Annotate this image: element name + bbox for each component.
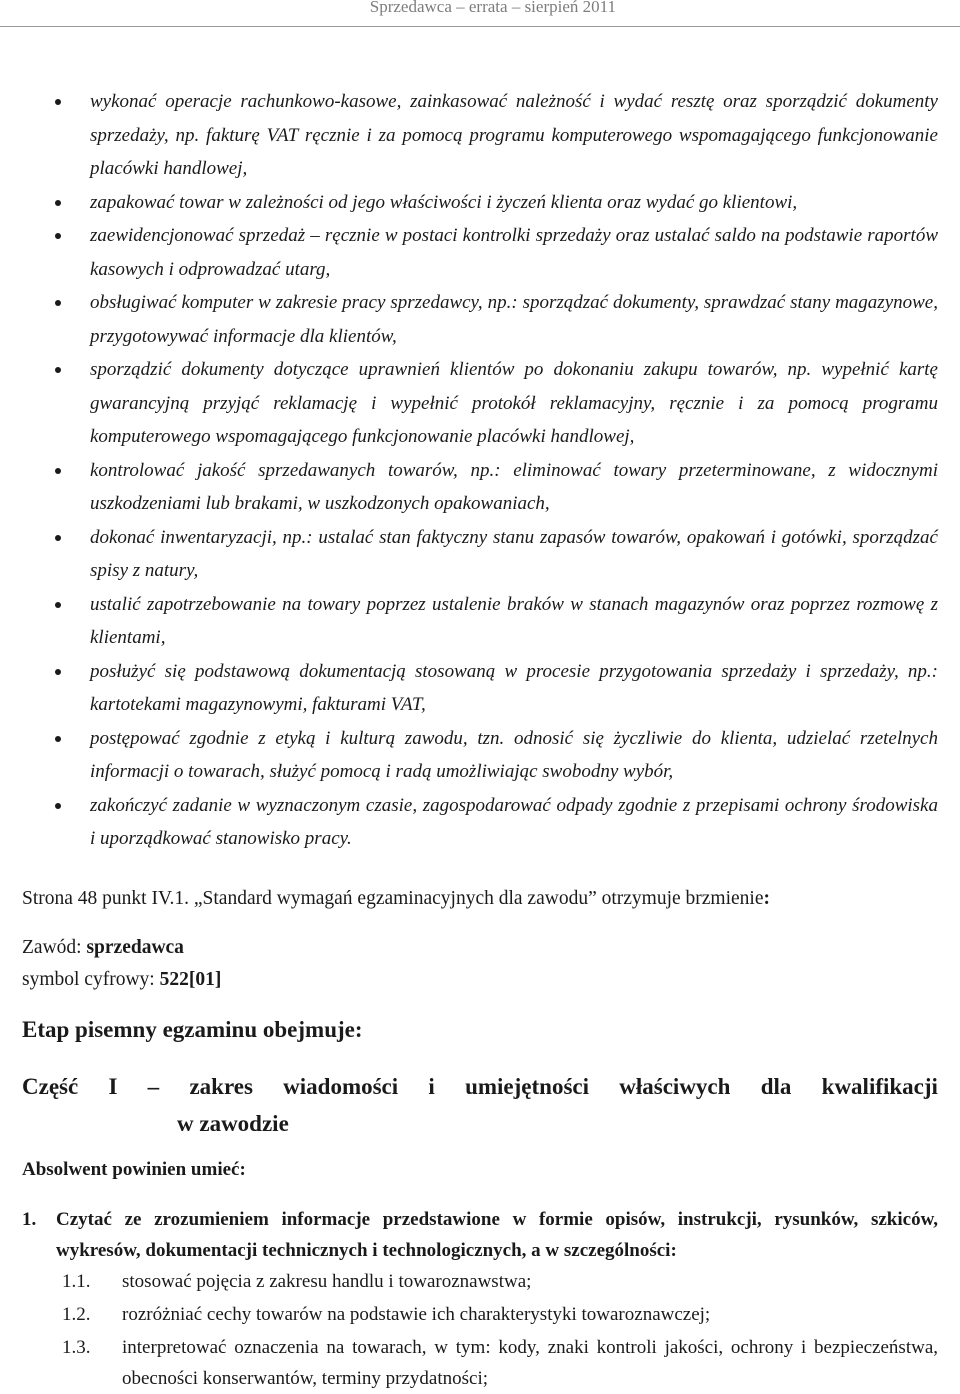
bullet-icon xyxy=(55,233,61,239)
bullet-icon xyxy=(55,803,61,809)
bullet-icon xyxy=(55,468,61,474)
profession-line: Zawód: sprzedawca xyxy=(22,937,184,958)
sub-item xyxy=(62,1332,938,1394)
bullet-item: dokonać inwentaryzacji, np.: ustalać stan faktyczny stanu zapasów towarów, opakowań i gotówki, sporządzać spisy z natury, xyxy=(0,521,960,588)
section-heading: Etap pisemny egzaminu obejmuje: xyxy=(22,1017,363,1042)
bullet-icon xyxy=(55,535,61,541)
sub-item-number: 1.2. xyxy=(62,1304,91,1325)
part-heading xyxy=(22,1068,938,1142)
bullet-item: postępować zgodnie z etyką i kulturą zawodu, tzn. odnosić się życzliwie do klienta, udzielać rzetelnych informacji o towarach, służyć pomocą i radą umożliwiając swobodny wybór, xyxy=(0,722,960,789)
sub-item-text: stosować pojęcia z zakresu handlu i towaroznawstwa; xyxy=(122,1271,532,1292)
sub-item xyxy=(62,1266,938,1297)
bullet-item: sporządzić dokumenty dotyczące uprawnień klientów po dokonaniu zakupu towarów, np. wypełnić kartę gwarancyjną przyjąć reklamację i wypełnić protokół reklamacyjny, ręcznie i za pomocą programu komputerowego wspomagającego funkcjonowanie placówki handlowej, xyxy=(0,353,960,454)
subsection-heading: Absolwent powinien umieć: xyxy=(22,1159,246,1180)
bullet-icon xyxy=(55,99,61,105)
bullet-item: zakończyć zadanie w wyznaczonym czasie, zagospodarować odpady zgodnie z przepisami ochrony środowiska i uporządkować stanowisko pracy. xyxy=(0,789,960,856)
bullet-item: ustalić zapotrzebowanie na towary poprzez ustalenie braków w stanach magazynów oraz poprzez rozmowę z klientami, xyxy=(0,588,960,655)
bullet-item: kontrolować jakość sprzedawanych towarów, np.: eliminować towary przeterminowane, z widocznymi uszkodzeniami lub brakami, w uszkodzonych opakowaniach, xyxy=(0,454,960,521)
bullet-icon xyxy=(55,200,61,206)
sub-item-number: 1.3. xyxy=(62,1337,91,1358)
header-title: Sprzedawca – errata – sierpień 2011 xyxy=(369,0,616,16)
bullet-item: zaewidencjonować sprzedaż – ręcznie w postaci kontrolki sprzedaży oraz ustalać saldo na podstawie raportów kasowych i odprowadzać utarg, xyxy=(0,219,960,286)
skills-bullet-list xyxy=(0,85,960,856)
page-header xyxy=(0,0,960,27)
symbol-value: 522[01] xyxy=(159,969,222,990)
bullet-icon xyxy=(55,367,61,373)
sub-item-text: interpretować oznaczenia na towarach, w tym: kody, znaki kontroli jakości, ochrony i bezpieczeństwa, obecności konserwantów, terminy przydatności; xyxy=(122,1337,938,1389)
part-heading-line: Część I – zakres wiadomości i umiejętności właściwych dla kwalifikacji xyxy=(22,1074,938,1099)
bullet-icon xyxy=(55,602,61,608)
item-text: Czytać ze zrozumieniem informacje przedstawione w formie opisów, instrukcji, rysunków, szkiców, wykresów, dokumentacji technicznych i technologicznych, a w szczególności: xyxy=(56,1209,938,1261)
numbered-item xyxy=(22,1204,938,1266)
bullet-item: posłużyć się podstawową dokumentacją stosowaną w procesie przygotowania sprzedaży i sprzedaży, np.: kartotekami magazynowymi, fakturami VAT, xyxy=(0,655,960,722)
bullet-item: zapakować towar w zależności od jego właściwości i życzeń klienta oraz wydać go klientowi, xyxy=(0,186,960,220)
bullet-icon xyxy=(55,300,61,306)
part-heading-line: w zawodzie xyxy=(177,1111,289,1136)
sub-item-text: rozróżniać cechy towarów na podstawie ich charakterystyki towaroznawczej; xyxy=(122,1304,711,1325)
sub-item xyxy=(62,1299,938,1330)
item-number: 1. xyxy=(22,1209,37,1230)
profession-value: sprzedawca xyxy=(86,937,184,958)
sub-item-number: 1.1. xyxy=(62,1271,91,1292)
bullet-item: obsługiwać komputer w zakresie pracy sprzedawcy, np.: sporządzać dokumenty, sprawdzać stany magazynowe, przygotowywać informacje dla klientów, xyxy=(0,286,960,353)
bullet-icon xyxy=(55,736,61,742)
errata-note: Strona 48 punkt IV.1. „Standard wymagań egzaminacyjnych dla zawodu” otrzymuje brzmienie: xyxy=(22,888,770,909)
symbol-line: symbol cyfrowy: 522[01] xyxy=(22,969,222,990)
bullet-item: wykonać operacje rachunkowo-kasowe, zainkasować należność i wydać resztę oraz sporządzić dokumenty sprzedaży, np. fakturę VAT ręcznie i za pomocą programu komputerowego wspomagającego funkcjonowanie placówki handlowej, xyxy=(0,85,960,186)
bullet-icon xyxy=(55,669,61,675)
